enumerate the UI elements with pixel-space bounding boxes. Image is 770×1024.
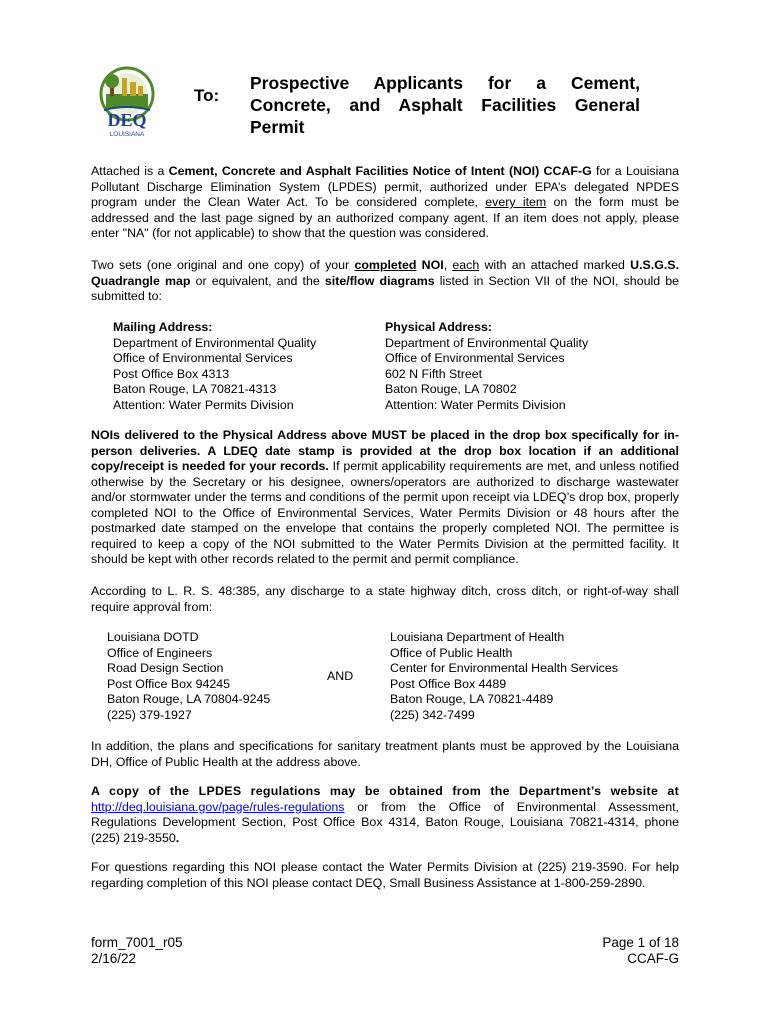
page-number: Page 1 of 18 — [602, 935, 679, 950]
contact-line: Louisiana DOTD — [107, 630, 199, 644]
form-date: 2/16/22 — [91, 951, 137, 966]
to-label: To: — [194, 86, 220, 105]
deq-logo — [92, 64, 162, 138]
title-line-1: Prospective Applicants for a Cement, — [250, 73, 640, 93]
mailing-address-heading: Mailing Address: — [113, 320, 213, 334]
delivery-paragraph: NOIs delivered to the Physical Address above MUST be placed in the drop box specifically for in-person deliveries. A LDEQ date stamp is provided at the drop box location if an additional copy/receipt is needed for your records. If permit applicability requirements are met, and unless notified otherwise by the Secretary or his designee, owners/operators are authorized to discharge wastewater and/or stormwater under the terms and conditions of the permit upon receipt via LDEQ’s drop box, properly completed NOI to the Office of Environmental Services, Water Permits Division or 48 hours after the postmarked date stamped on the envelope that contains the properly completed NOI. The permittee is required to keep a copy of the NOI submitted to the Water Permits Division at the permitted facility. It should be kept with other records related to the permit and permit compliance. — [91, 428, 680, 566]
mailing-address — [113, 320, 316, 413]
svg-text:LOUISIANA: LOUISIANA — [109, 131, 145, 138]
contact-line: Post Office Box 94245 — [107, 676, 231, 691]
contact-line: Louisiana Department of Health — [390, 630, 565, 644]
contact-line: (225) 342-7499 — [390, 707, 475, 722]
address-line: Department of Environmental Quality — [385, 335, 589, 350]
contact-line: Baton Rouge, LA 70804-9245 — [107, 692, 271, 706]
submission-paragraph: Two sets (one original and one copy) of your completed NOI, each with an attached marked U.S.G.S. Quadrangle map or equivalent, and the site/flow diagrams listed in Section VII of the NOI, should be submitted to: — [91, 258, 680, 303]
contact-line: Road Design Section — [107, 661, 224, 675]
address-line: Office of Environmental Services — [113, 351, 293, 365]
physical-address — [385, 320, 588, 413]
physical-address-heading: Physical Address: — [385, 320, 492, 334]
sanitary-paragraph: In addition, the plans and specifications for sanitary treatment plants must be approved by the Louisiana DH, Office of Public Health at the address above. — [91, 739, 679, 769]
title-line-2: Concrete, and Asphalt Facilities General — [250, 95, 640, 115]
form-info — [91, 935, 183, 967]
page-info — [602, 935, 679, 967]
address-line: Baton Rouge, LA 70821-4313 — [113, 382, 277, 396]
contact-line: (225) 379-1927 — [107, 707, 192, 722]
address-line: Attention: Water Permits Division — [385, 397, 566, 412]
contact-line: Baton Rouge, LA 70821-4489 — [390, 692, 554, 706]
address-line: Department of Environmental Quality — [113, 335, 317, 350]
approval-paragraph: According to L. R. S. 48:385, any discharge to a state highway ditch, cross ditch, or right-of-way shall require approval from: — [91, 584, 679, 614]
questions-paragraph: For questions regarding this NOI please contact the Water Permits Division at (225) 219-3590. For help regarding completion of this NOI please contact DEQ, Small Business Assistance at 1-800-259-2890. — [91, 860, 679, 890]
address-line: Baton Rouge, LA 70802 — [385, 382, 517, 396]
contact-line: Office of Public Health — [390, 645, 513, 660]
address-line: Office of Environmental Services — [385, 351, 565, 365]
form-id: form_7001_r05 — [91, 935, 183, 950]
regulations-link[interactable]: http://deq.louisiana.gov/page/rules-regulations — [91, 799, 345, 814]
address-line: Attention: Water Permits Division — [113, 397, 294, 412]
svg-text:DEQ: DEQ — [107, 110, 147, 130]
contact-line: Office of Engineers — [107, 645, 213, 660]
address-line: Post Office Box 4313 — [113, 366, 230, 381]
contact-line: Center for Environmental Health Services — [390, 661, 618, 675]
title-line-3: Permit — [250, 117, 305, 137]
intro-paragraph: Attached is a Cement, Concrete and Asphalt Facilities Notice of Intent (NOI) CCAF-G for a Louisiana Pollutant Discharge Elimination System (LPDES) permit, authorized under EPA’s delegated NPDES program under the Clean Water Act. To be considered complete, every item on the form must be addressed and the last page signed by an authorized company agent. If an item does not apply, please enter "NA" (for not applicable) to show that the question was considered. — [91, 164, 680, 240]
dotd-contact — [107, 630, 270, 723]
address-line: 602 N Fifth Street — [385, 366, 483, 381]
regulations-paragraph: A copy of the LPDES regulations may be obtained from the Department’s website at http://deq.louisiana.gov/page/rules-regulations or from the Office of Environmental Assessment, Regulations Development Section, Post Office Box 4314, Baton Rouge, Louisiana 70821-4314, phone (225) 219-3550. — [91, 784, 679, 845]
health-contact — [390, 630, 618, 723]
document-title — [250, 72, 640, 138]
contact-line: Post Office Box 4489 — [390, 676, 507, 691]
and-label: AND — [327, 669, 354, 683]
form-code: CCAF-G — [627, 951, 679, 966]
